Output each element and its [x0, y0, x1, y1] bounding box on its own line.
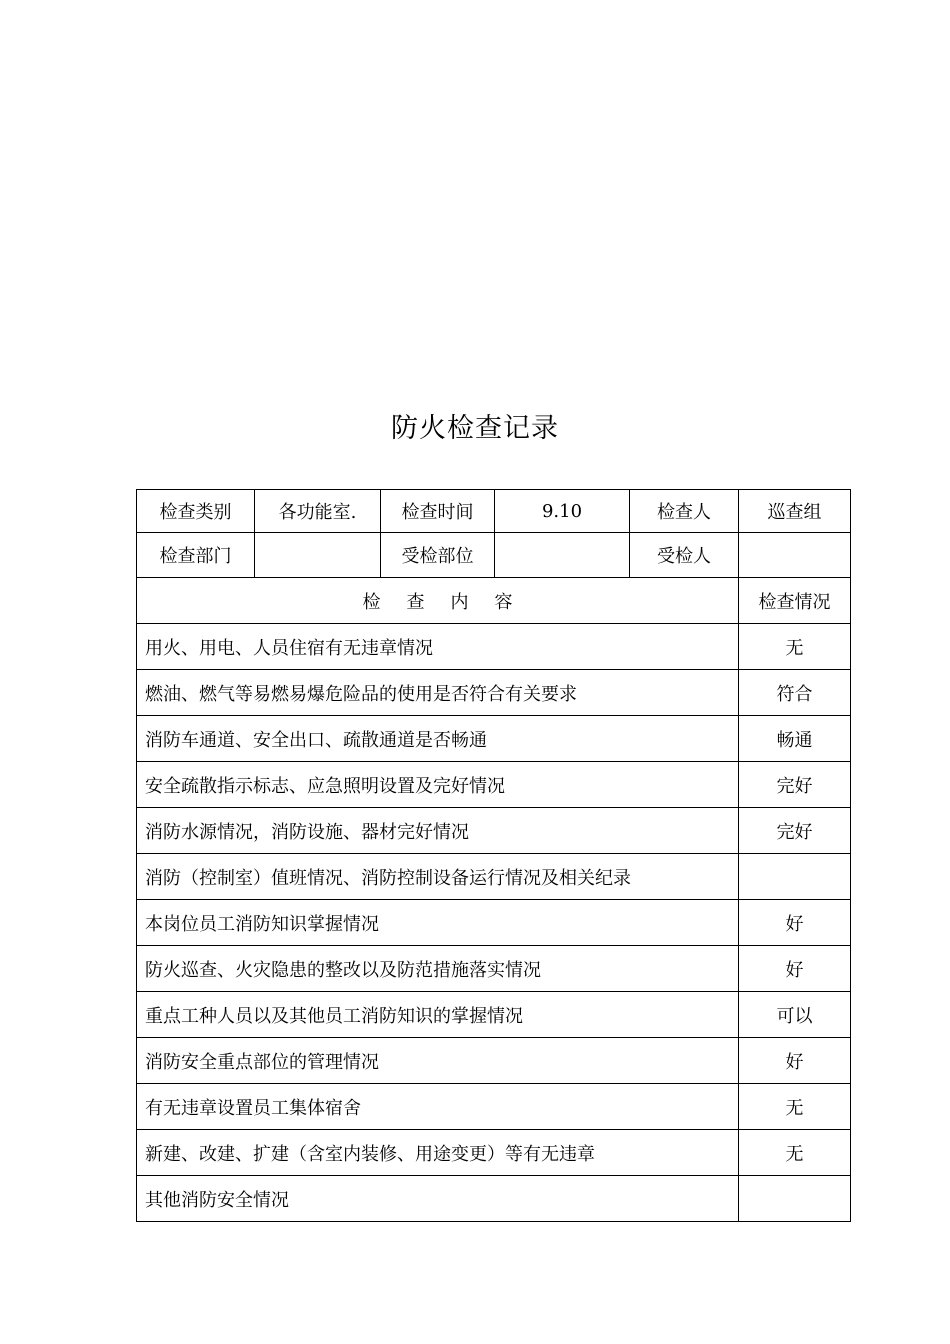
inspected-dept-value — [495, 533, 630, 578]
item-status: 好 — [739, 946, 851, 992]
item-content: 防火巡查、火灾隐患的整改以及防范措施落实情况 — [137, 946, 739, 992]
item-content: 消防水源情况，消防设施、器材完好情况 — [137, 808, 739, 854]
check-type-value: 各功能室. — [255, 490, 381, 533]
dept-value — [255, 533, 381, 578]
item-status: 符合 — [739, 670, 851, 716]
item-status — [739, 854, 851, 900]
table-row — [137, 854, 851, 900]
item-content: 消防（控制室）值班情况、消防控制设备运行情况及相关纪录 — [137, 854, 739, 900]
status-column-header: 检查情况 — [739, 578, 851, 624]
inspector-label: 检查人 — [630, 490, 739, 533]
content-column-header: 检查内容 — [137, 578, 739, 624]
inspected-dept-label: 受检部位 — [381, 533, 495, 578]
item-content: 其他消防安全情况 — [137, 1176, 739, 1222]
item-status: 无 — [739, 624, 851, 670]
item-status: 可以 — [739, 992, 851, 1038]
check-time-label: 检查时间 — [381, 490, 495, 533]
content-header-row — [137, 578, 851, 624]
item-content: 重点工种人员以及其他员工消防知识的掌握情况 — [137, 992, 739, 1038]
header-row-2 — [137, 533, 851, 578]
table-row — [137, 670, 851, 716]
check-time-value: 9.10 — [495, 490, 630, 533]
document-title: 防火检查记录 — [391, 413, 559, 444]
table-row — [137, 1084, 851, 1130]
inspected-person-label: 受检人 — [630, 533, 739, 578]
inspected-person-value — [739, 533, 851, 578]
item-content: 有无违章设置员工集体宿舍 — [137, 1084, 739, 1130]
item-content: 消防车通道、安全出口、疏散通道是否畅通 — [137, 716, 739, 762]
item-status: 畅通 — [739, 716, 851, 762]
item-content: 燃油、燃气等易燃易爆危险品的使用是否符合有关要求 — [137, 670, 739, 716]
item-content: 安全疏散指示标志、应急照明设置及完好情况 — [137, 762, 739, 808]
table-row — [137, 992, 851, 1038]
table-row — [137, 716, 851, 762]
table-row — [137, 946, 851, 992]
item-status: 无 — [739, 1130, 851, 1176]
table-row — [137, 808, 851, 854]
dept-label: 检查部门 — [137, 533, 255, 578]
header-row-1 — [137, 490, 851, 533]
item-status — [739, 1176, 851, 1222]
inspector-value: 巡查组 — [739, 490, 851, 533]
item-content: 用火、用电、人员住宿有无违章情况 — [137, 624, 739, 670]
table-row — [137, 1130, 851, 1176]
item-status: 完好 — [739, 808, 851, 854]
item-status: 完好 — [739, 762, 851, 808]
item-content: 消防安全重点部位的管理情况 — [137, 1038, 739, 1084]
item-status: 好 — [739, 900, 851, 946]
item-status: 好 — [739, 1038, 851, 1084]
check-type-label: 检查类别 — [137, 490, 255, 533]
table-row — [137, 1038, 851, 1084]
item-content: 新建、改建、扩建（含室内装修、用途变更）等有无违章 — [137, 1130, 739, 1176]
item-status: 无 — [739, 1084, 851, 1130]
table-row — [137, 1176, 851, 1222]
table-row — [137, 900, 851, 946]
inspection-form-table — [136, 489, 851, 1222]
table-row — [137, 762, 851, 808]
table-row — [137, 624, 851, 670]
item-content: 本岗位员工消防知识掌握情况 — [137, 900, 739, 946]
